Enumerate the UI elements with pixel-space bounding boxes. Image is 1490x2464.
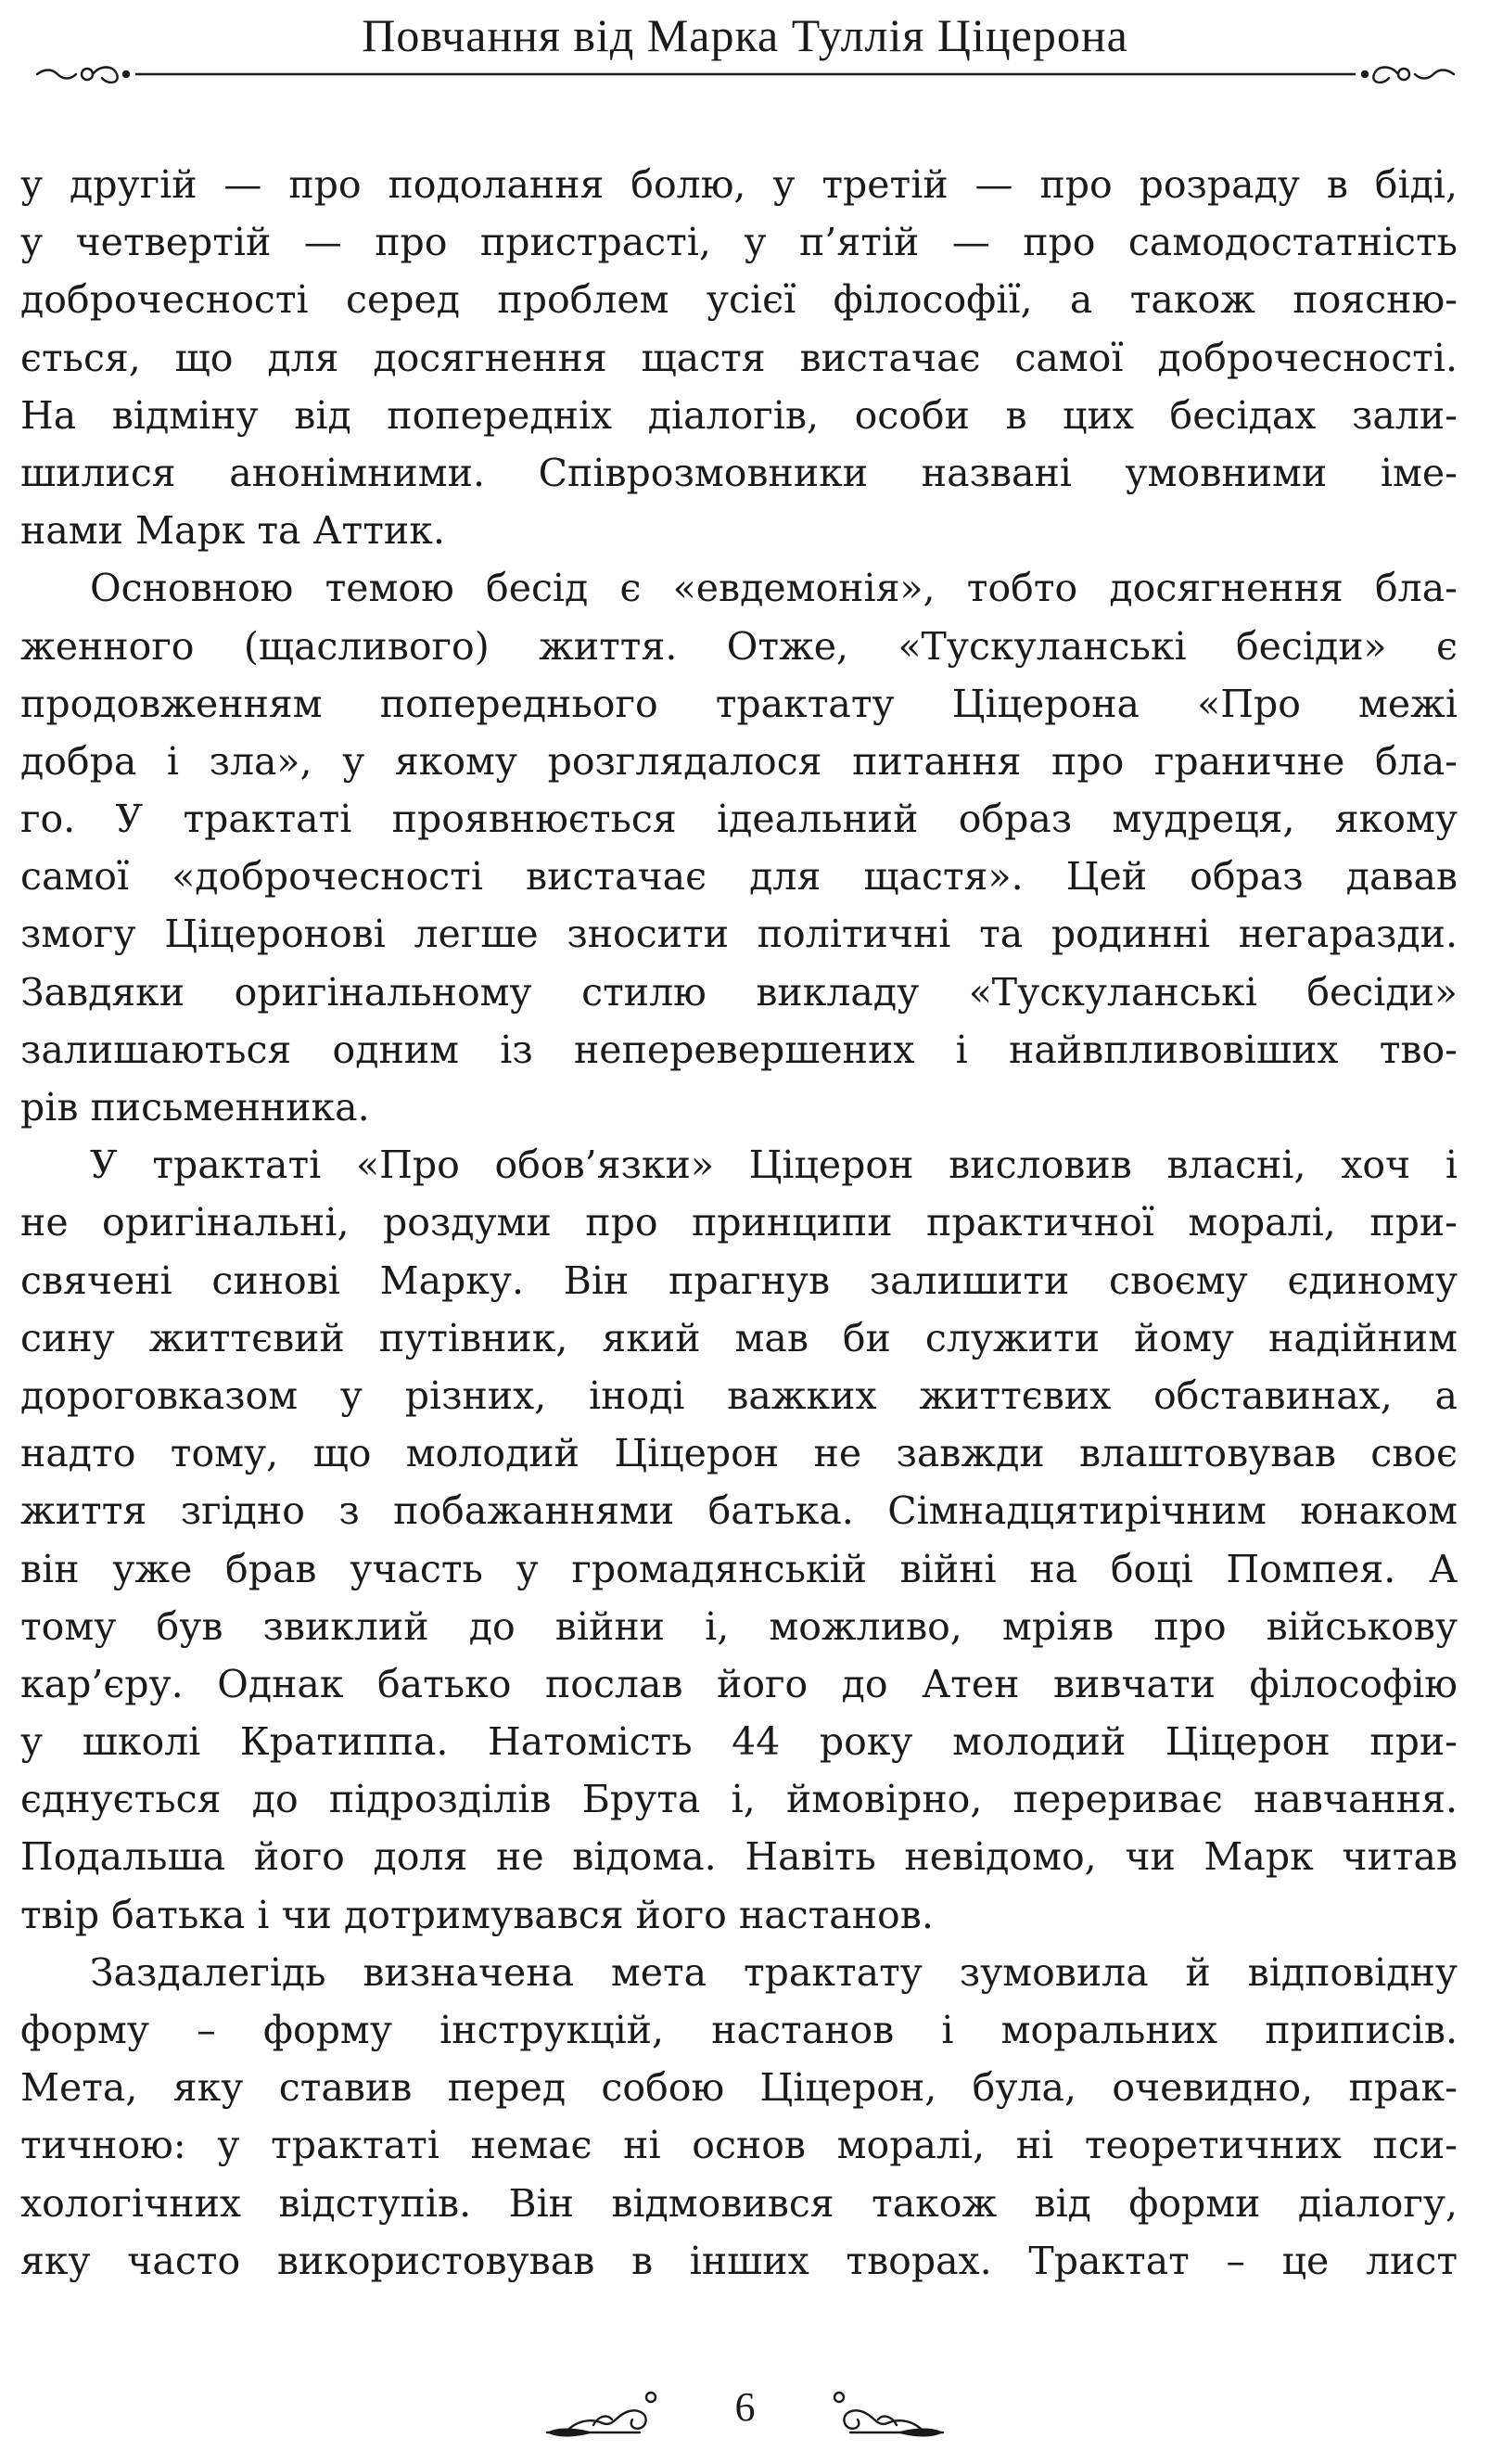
paragraph: [20, 1944, 1458, 2290]
paragraph: [20, 1136, 1458, 1944]
text-line: Основною темою бесід є «евдемонія», тобто досягнення бла-: [90, 566, 1458, 611]
header-divider-ornament: [35, 56, 1456, 93]
text-line: На відміну від попередніх діалогів, особи в цих бесідах зали-: [20, 392, 1458, 438]
text-line: форму – форму інструкцій, настанов і моральних приписів.: [20, 2008, 1458, 2052]
paragraph: [20, 156, 1458, 559]
text-line: нами Марк та Аттик.: [20, 508, 445, 554]
text-line: у другій — про подолання болю, у третій — про розраду в біді,: [20, 162, 1458, 207]
page-body: [20, 156, 1458, 2290]
page-number: 6: [734, 2384, 756, 2430]
text-line: у четвертій — про пристрасті, у п’ятій — про самодостатність: [20, 220, 1458, 265]
text-line: твір батька і чи дотримувався його настанов.: [20, 1892, 934, 1937]
text-line: тичною: у трактаті немає ні основ моралі, ні теоретичних пси-: [20, 2123, 1458, 2168]
running-header-title: Повчання від Марка Туллія Ціцерона: [362, 9, 1128, 61]
text-line: кар’єру. Однак батько послав його до Атен вивчати філософію: [20, 1661, 1458, 1706]
text-line: го. У трактаті проявнюється ідеальний образ мудреця, якому: [20, 797, 1458, 842]
text-line: яку часто використовував в інших творах. Трактат – це лист: [20, 2238, 1458, 2283]
text-line: женного (щасливого) життя. Отже, «Тускуланські бесіди» є: [20, 623, 1458, 669]
text-line: дороговказом у різних, іноді важких життєвих обставинах, а: [20, 1372, 1458, 1418]
text-line: самої «доброчесності вистачає для щастя». Цей образ давав: [20, 854, 1458, 900]
text-line: продовженням попереднього трактату Ціцерона «Про межі: [20, 681, 1458, 726]
text-line: добра і зла», у якому розглядалося питання про граничне бла-: [20, 738, 1458, 784]
paragraph: [20, 559, 1458, 1136]
text-line: не оригінальні, роздуми про принципи практичної моралі, при-: [20, 1200, 1458, 1245]
text-line: тому був звиклий до війни і, можливо, мріяв про військову: [20, 1603, 1458, 1649]
text-line: Завдяки оригінальному стилю викладу «Тускуланські бесіди»: [20, 969, 1458, 1015]
text-line: хологічних відступів. Він відмовився також від форми діалогу,: [20, 2180, 1458, 2226]
text-line: залишаються одним із неперевершених і найвпливовіших тво-: [20, 1027, 1458, 1072]
text-line: він уже брав участь у громадянській війні на боці Помпея. А: [20, 1546, 1458, 1591]
text-line: надто тому, що молодий Ціцерон не завжди влаштовував своє: [20, 1431, 1458, 1476]
text-line: сину життєвий путівник, який мав би служити йому надійним: [20, 1315, 1458, 1360]
text-line: свячені синові Марку. Він прагнув залишити своєму єдиному: [20, 1258, 1458, 1303]
text-line: рів письменника.: [20, 1085, 370, 1130]
text-line: Подальша його доля не відома. Навіть невідомо, чи Марк читав: [20, 1834, 1458, 1880]
text-line: ється, що для досягнення щастя вистачає самої доброчесності.: [20, 335, 1458, 380]
text-line: змогу Ціцеронові легше зносити політичні та родинні негаразди.: [20, 912, 1458, 957]
text-line: у школі Кратиппа. Натомість 44 року молодий Ціцерон при-: [20, 1719, 1458, 1765]
text-line: єднується до підрозділів Брута і, ймовірно, перериває навчання.: [20, 1777, 1458, 1822]
text-line: шилися анонімними. Співрозмовники названі умовними іме-: [20, 450, 1458, 495]
text-line: доброчесності серед проблем усієї філософії, а також поясню-: [20, 277, 1458, 323]
text-line: У трактаті «Про обов’язки» Ціцерон висловив власні, хоч і: [90, 1143, 1458, 1188]
text-line: Заздалегідь визначена мета трактату зумовила й відповідну: [90, 1949, 1458, 1995]
text-line: життя згідно з побажаннями батька. Сімнадцятирічним юнаком: [20, 1488, 1458, 1534]
text-line: Мета, яку ставив перед собою Ціцерон, була, очевидно, прак-: [20, 2065, 1458, 2111]
